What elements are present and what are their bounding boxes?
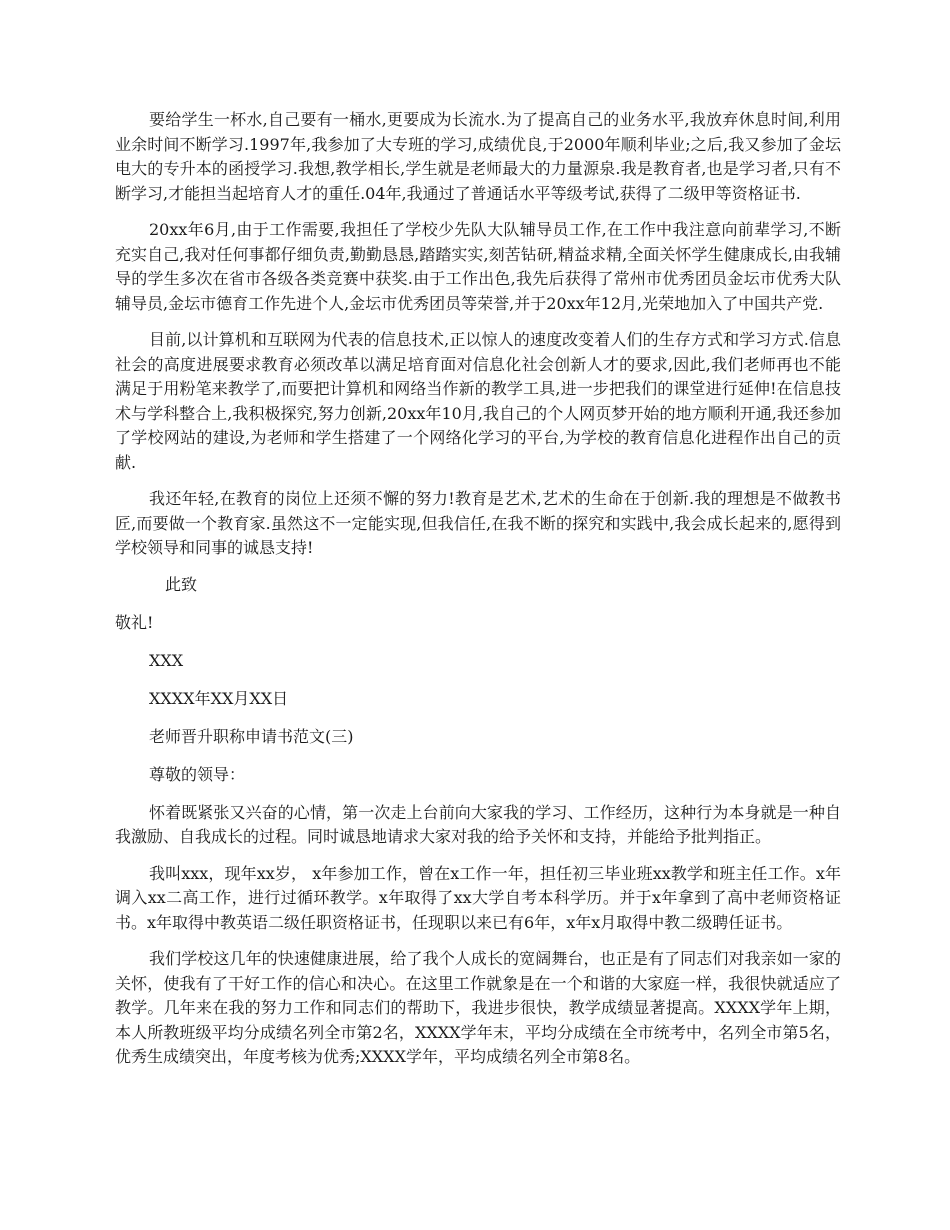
signature-name: XXX bbox=[149, 650, 184, 670]
body-paragraph: 20xx年6月,由于工作需要,我担任了学校少先队大队辅导员工作,在工作中我注意向前辈学习,不断充实自己,我对任何事都仔细负责,勤勤恳恳,踏踏实实,刻苦钻研,精益求精,全面关怀学生健康成长,由我辅导的学生多次在省市各级各类竞赛中获奖.由于工作出色,我先后获得了常州市优秀团员金坛市优秀大队辅导员,金坛市德育工作先进个人,金坛市优秀团员等荣誉,并于20xx年12月,光荣地加入了中国共产党. bbox=[115, 220, 841, 313]
signature-date: XXXX年XX月XX日 bbox=[149, 688, 289, 708]
section-title: 老师晋升职称申请书范文(三) bbox=[149, 726, 354, 746]
document-page bbox=[115, 108, 841, 1082]
body-paragraph: 怀着既紧张又兴奋的心情，第一次走上台前向大家我的学习、工作经历，这种行为本身就是一种自我激励、自我成长的过程。同时诚恳地请求大家对我的给予关怀和支持，并能给予批判指正。 bbox=[115, 802, 841, 846]
body-paragraph: 要给学生一杯水,自己要有一桶水,更要成为长流水.为了提高自己的业务水平,我放弃休息时间,利用业余时间不断学习.1997年,我参加了大专班的学习,成绩优良,于2000年顺利毕业;之后,我又参加了金坛电大的专升本的函授学习.我想,教学相长,学生就是老师最大的力量源泉.我是教育者,也是学习者,只有不断学习,才能担当起培育人才的重任.04年,我通过了普通话水平等级考试,获得了二级甲等资格证书. bbox=[115, 110, 841, 203]
closing-salute: 敬礼! bbox=[115, 612, 154, 632]
body-paragraph: 我们学校这几年的快速健康进展，给了我个人成长的宽阔舞台，也正是有了同志们对我亲如一家的关怀，使我有了干好工作的信心和决心。在这里工作就象是在一个和谐的大家庭一样，我很快就适应了教学。几年来在我的努力工作和同志们的帮助下，我进步很快，教学成绩显著提高。XXXX学年上期，本人所教班级平均分成绩名列全市第2名，XXXX学年末，平均分成绩在全市统考中，名列全市第5名，优秀生成绩突出，年度考核为优秀;XXXX学年，平均成绩名列全市第8名。 bbox=[115, 949, 841, 1066]
closing-greeting: 此致 bbox=[165, 574, 198, 594]
body-paragraph: 目前,以计算机和互联网为代表的信息技术,正以惊人的速度改变着人们的生存方式和学习方式.信息社会的高度进展要求教育必须改革以满足培育面对信息化社会创新人才的要求,因此,我们老师再也不能满足于用粉笔来教学了,而要把计算机和网络当作新的教学工具,进一步把我们的课堂进行延伸!在信息技术与学科整合上,我积极探究,努力创新,20xx年10月,我自己的个人网页梦开始的地方顺利开通,我还参加了学校网站的建设,为老师和学生搭建了一个网络化学习的平台,为学校的教育信息化进程作出自己的贡献. bbox=[115, 330, 841, 472]
body-paragraph: 我叫xxx，现年xx岁， x年参加工作，曾在x工作一年，担任初三毕业班xx教学和班主任工作。x年调入xx二高工作，进行过循环教学。x年取得了xx大学自考本科学历。并于x年拿到了高中老师资格证书。x年取得中教英语二级任职资格证书，任现职以来已有6年，x年x月取得中教二级聘任证书。 bbox=[115, 863, 841, 932]
salutation: 尊敬的领导： bbox=[149, 764, 246, 784]
body-paragraph: 我还年轻,在教育的岗位上还须不懈的努力!教育是艺术,艺术的生命在于创新.我的理想是不做教书匠,而要做一个教育家.虽然这不一定能实现,但我信任,在我不断的探究和实践中,我会成长起来的,愿得到学校领导和同事的诚恳支持! bbox=[115, 489, 841, 557]
